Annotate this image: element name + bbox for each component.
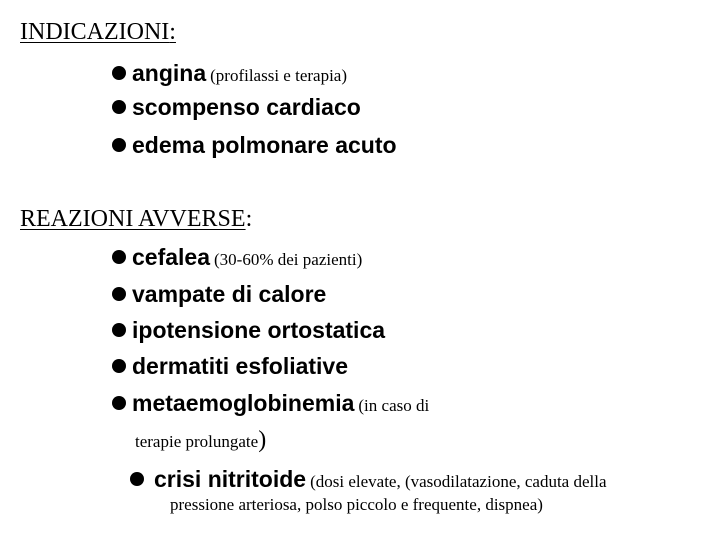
indicazioni-item-edema [112, 134, 397, 157]
metaemoglobinemia-continuation [135, 428, 266, 452]
reazioni-item-metaemoglobinemia [112, 392, 429, 415]
item-main: cefalea [132, 244, 211, 270]
item-main: dermatiti esfoliative [132, 353, 349, 379]
bullet-icon [112, 250, 126, 264]
bullet-icon [112, 396, 126, 410]
bullet-icon [112, 66, 126, 80]
indicazioni-heading [20, 20, 176, 44]
item-main: ipotensione ortostatica [132, 317, 386, 343]
reazioni-item-ipotensione [112, 319, 385, 342]
item-main: scompenso cardiaco [132, 94, 361, 120]
item-note: (profilassi e terapia) [210, 66, 348, 85]
reazioni-colon: : [245, 206, 253, 232]
item-main: vampate di calore [132, 281, 327, 307]
indicazioni-item-angina [112, 62, 347, 85]
item-note: (30-60% dei pazienti) [214, 250, 363, 269]
indicazioni-title: INDICAZIONI [20, 19, 170, 45]
bullet-icon [112, 138, 126, 152]
item-main: metaemoglobinemia [132, 390, 355, 416]
reazioni-item-dermatiti [112, 355, 348, 378]
item-main: edema polmonare acuto [132, 132, 397, 158]
reazioni-item-vampate [112, 283, 326, 306]
continuation-text: terapie prolungate [135, 432, 259, 451]
reazioni-title: REAZIONI AVVERSE [20, 206, 246, 232]
item-note: (dosi elevate, (vasodilatazione, caduta della [310, 472, 607, 491]
indicazioni-colon: : [169, 19, 176, 45]
continuation-paren: ) [258, 427, 267, 453]
bullet-icon [112, 359, 126, 373]
reazioni-item-crisi-nitritoide [130, 468, 607, 491]
bullet-icon [112, 323, 126, 337]
continuation-text: pressione arteriosa, polso piccolo e frequente, dispnea) [170, 495, 543, 514]
bullet-icon [112, 287, 126, 301]
reazioni-heading [20, 207, 252, 231]
item-main: angina [132, 60, 207, 86]
reazioni-item-cefalea [112, 246, 362, 269]
bullet-icon [130, 472, 144, 486]
bullet-icon [112, 100, 126, 114]
crisi-nitritoide-continuation [170, 496, 543, 513]
indicazioni-item-scompenso [112, 96, 361, 119]
item-main: crisi nitritoide [154, 466, 307, 492]
item-note: (in caso di [358, 396, 430, 415]
